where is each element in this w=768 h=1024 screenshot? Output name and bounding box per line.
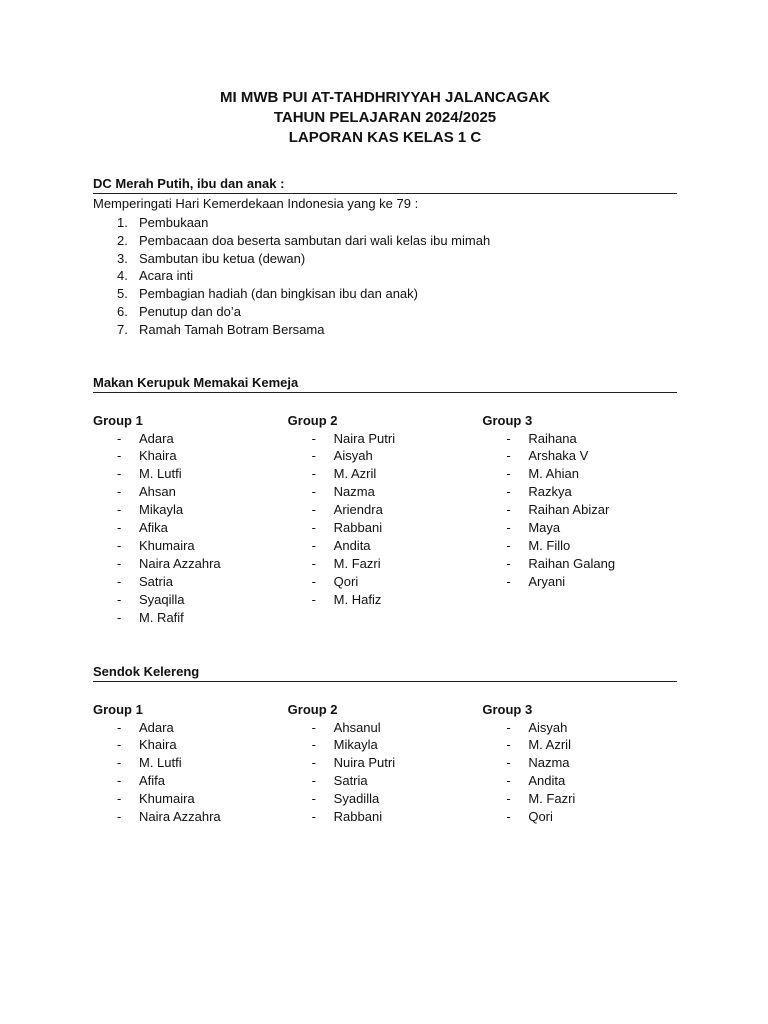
group-column	[482, 412, 677, 627]
member-name: M. Fazri	[333, 555, 381, 571]
member-name: Nuira Putri	[333, 755, 396, 771]
member-name: M. Rafif	[139, 609, 184, 625]
group-column	[93, 701, 288, 826]
dash-bullet: -	[506, 520, 511, 536]
member-name: Raihan Abizar	[528, 502, 610, 518]
member-item	[288, 573, 483, 591]
member-item	[93, 537, 288, 555]
member-item	[93, 591, 288, 609]
dash-bullet: -	[117, 791, 122, 807]
dash-bullet: -	[506, 791, 511, 807]
member-name: Syaqilla	[139, 591, 185, 607]
member-name: Razkya	[528, 484, 572, 500]
group-column	[288, 412, 483, 627]
academic-year: TAHUN PELAJARAN 2024/2025	[273, 109, 497, 126]
group-column	[482, 701, 677, 826]
member-item	[93, 430, 288, 448]
report-title: LAPORAN KAS KELAS 1 C	[288, 129, 482, 146]
dash-bullet: -	[117, 430, 122, 446]
agenda-item	[93, 303, 677, 321]
member-name: Aisyah	[528, 719, 568, 735]
member-name: M. Fazri	[528, 791, 576, 807]
member-item	[482, 447, 677, 465]
agenda-item	[93, 232, 677, 250]
agenda-item-text: Pembacaan doa beserta sambutan dari wali kelas ibu mimah	[139, 232, 491, 248]
dash-bullet: -	[311, 791, 317, 807]
dash-bullet: -	[117, 573, 122, 589]
member-name: Khumaira	[139, 538, 195, 554]
member-item	[93, 609, 288, 627]
member-item	[482, 719, 677, 737]
member-name: Naira Azzahra	[139, 555, 221, 571]
member-item	[93, 719, 288, 737]
member-item	[288, 790, 483, 808]
dash-bullet: -	[311, 484, 317, 500]
member-name: M. Hafiz	[333, 591, 382, 607]
agenda-item-number: 4.	[117, 268, 128, 284]
member-name: Afika	[139, 520, 168, 536]
dash-bullet: -	[506, 773, 511, 789]
dash-bullet: -	[506, 484, 511, 500]
member-item	[288, 483, 483, 501]
dash-bullet: -	[311, 573, 317, 589]
member-name: M. Lutfi	[139, 466, 182, 482]
dash-bullet: -	[311, 538, 317, 554]
member-item	[93, 465, 288, 483]
member-item	[482, 736, 677, 754]
member-item	[288, 772, 483, 790]
group-title: Group 1	[93, 701, 143, 717]
member-name: Adara	[139, 430, 174, 446]
document-page	[93, 88, 677, 826]
dash-bullet: -	[117, 609, 122, 625]
member-item	[482, 555, 677, 573]
dash-bullet: -	[117, 520, 122, 536]
group-title: Group 2	[287, 412, 338, 428]
section-makan-kerupuk-title: Makan Kerupuk Memakai Kemeja	[93, 374, 677, 393]
dash-bullet: -	[506, 466, 511, 482]
agenda-item	[93, 321, 677, 339]
member-item	[93, 483, 288, 501]
group-title: Group 1	[93, 412, 143, 428]
member-name: Satria	[333, 773, 368, 789]
member-name: Raihan Galang	[528, 555, 616, 571]
member-name: Nazma	[528, 755, 570, 771]
dash-bullet: -	[117, 466, 122, 482]
section-dc-merah-putih-title: DC Merah Putih, ibu dan anak :	[93, 175, 677, 194]
member-item	[288, 430, 483, 448]
section-dc-intro: Memperingati Hari Kemerdekaan Indonesia yang ke 79 :	[93, 196, 419, 211]
dash-bullet: -	[311, 555, 317, 571]
member-list	[288, 719, 483, 826]
member-name: Andita	[333, 538, 371, 554]
dash-bullet: -	[117, 809, 122, 825]
member-item	[482, 772, 677, 790]
member-item	[288, 719, 483, 737]
dash-bullet: -	[311, 466, 317, 482]
member-list	[93, 719, 288, 826]
dash-bullet: -	[506, 502, 511, 518]
member-list	[288, 430, 483, 609]
dash-bullet: -	[311, 502, 317, 518]
agenda-item-number: 3.	[117, 250, 128, 266]
agenda-list	[93, 214, 677, 339]
member-item	[93, 754, 288, 772]
dash-bullet: -	[311, 520, 317, 536]
dash-bullet: -	[311, 448, 317, 464]
group-title: Group 3	[482, 701, 533, 717]
member-name: Ahsanul	[333, 719, 381, 735]
dash-bullet: -	[117, 484, 122, 500]
member-item	[482, 790, 677, 808]
member-name: Khaira	[139, 737, 177, 753]
member-item	[288, 736, 483, 754]
member-name: Adara	[139, 719, 174, 735]
member-name: Naira Azzahra	[139, 809, 221, 825]
member-item	[482, 465, 677, 483]
member-name: Mikayla	[139, 502, 184, 518]
member-item	[288, 555, 483, 573]
agenda-item-number: 7.	[117, 321, 128, 337]
agenda-item	[93, 285, 677, 303]
group-title: Group 2	[287, 701, 338, 717]
member-list	[482, 719, 677, 826]
group-column	[288, 701, 483, 826]
dash-bullet: -	[506, 538, 511, 554]
agenda-item-number: 6.	[117, 303, 128, 319]
member-name: M. Ahian	[528, 466, 579, 482]
member-name: Syadilla	[333, 791, 380, 807]
member-name: Arshaka V	[528, 448, 589, 464]
member-item	[93, 447, 288, 465]
member-item	[93, 519, 288, 537]
dash-bullet: -	[117, 538, 122, 554]
member-name: Raihana	[528, 430, 577, 446]
dash-bullet: -	[311, 773, 317, 789]
dash-bullet: -	[311, 737, 317, 753]
dash-bullet: -	[117, 591, 122, 607]
dash-bullet: -	[117, 755, 122, 771]
member-name: Rabbani	[333, 520, 383, 536]
member-item	[93, 790, 288, 808]
dash-bullet: -	[506, 430, 511, 446]
member-item	[93, 736, 288, 754]
agenda-item	[93, 267, 677, 285]
member-item	[93, 573, 288, 591]
dash-bullet: -	[117, 719, 122, 735]
member-item	[288, 754, 483, 772]
member-list	[93, 430, 288, 627]
dash-bullet: -	[117, 502, 122, 518]
member-name: Mikayla	[333, 737, 378, 753]
dash-bullet: -	[311, 591, 317, 607]
dash-bullet: -	[506, 719, 511, 735]
member-name: Khumaira	[139, 791, 195, 807]
member-name: Afifa	[139, 773, 166, 789]
member-item	[482, 519, 677, 537]
member-item	[93, 555, 288, 573]
group-column	[93, 412, 288, 627]
agenda-item-text: Pembagian hadiah (dan bingkisan ibu dan anak)	[139, 286, 418, 302]
member-item	[482, 808, 677, 826]
member-name: Ariendra	[333, 502, 383, 518]
dash-bullet: -	[506, 555, 511, 571]
agenda-item-text: Acara inti	[139, 268, 194, 284]
sendok-kelereng-groups	[93, 701, 677, 826]
member-name: Maya	[528, 520, 561, 536]
member-item	[482, 537, 677, 555]
agenda-item-text: Pembukaan	[139, 215, 209, 230]
dash-bullet: -	[506, 809, 511, 825]
dash-bullet: -	[311, 430, 317, 446]
group-title: Group 3	[482, 412, 533, 428]
agenda-item-number: 2.	[117, 232, 128, 248]
section-sendok-kelereng-title: Sendok Kelereng	[93, 663, 677, 682]
agenda-item-text: Penutup dan do’a	[139, 303, 241, 319]
makan-kerupuk-groups	[93, 412, 677, 627]
school-name: MI MWB PUI AT-TAHDHRIYYAH JALANCAGAK	[220, 89, 550, 106]
dash-bullet: -	[311, 719, 317, 735]
member-item	[288, 519, 483, 537]
member-item	[288, 447, 483, 465]
member-item	[288, 537, 483, 555]
member-name: Ahsan	[139, 484, 176, 500]
member-item	[482, 501, 677, 519]
member-name: Qori	[528, 809, 553, 825]
agenda-item-text: Ramah Tamah Botram Bersama	[139, 321, 325, 337]
dash-bullet: -	[117, 555, 122, 571]
agenda-item-number: 5.	[117, 286, 128, 302]
member-name: M. Azril	[528, 737, 571, 753]
member-name: M. Azril	[333, 466, 377, 482]
member-name: Andita	[528, 773, 566, 789]
member-name: Nazma	[333, 484, 375, 500]
member-item	[288, 808, 483, 826]
dash-bullet: -	[117, 773, 122, 789]
dash-bullet: -	[506, 573, 511, 589]
dash-bullet: -	[506, 448, 511, 464]
member-name: Qori	[333, 573, 359, 589]
member-item	[482, 483, 677, 501]
member-item	[482, 430, 677, 448]
document-header	[93, 88, 677, 148]
member-item	[93, 808, 288, 826]
member-item	[482, 573, 677, 591]
member-item	[93, 772, 288, 790]
member-name: Aisyah	[333, 448, 373, 464]
member-name: M. Fillo	[528, 538, 571, 554]
member-item	[482, 754, 677, 772]
member-name: Rabbani	[333, 809, 383, 825]
member-item	[288, 591, 483, 609]
member-item	[288, 501, 483, 519]
member-item	[93, 501, 288, 519]
agenda-item	[93, 214, 677, 232]
dash-bullet: -	[117, 737, 122, 753]
dash-bullet: -	[311, 809, 317, 825]
member-list	[482, 430, 677, 591]
dash-bullet: -	[506, 755, 511, 771]
member-name: M. Lutfi	[139, 755, 182, 771]
dash-bullet: -	[117, 448, 122, 464]
dash-bullet: -	[506, 737, 511, 753]
member-name: Aryani	[528, 573, 566, 589]
member-name: Satria	[139, 573, 173, 589]
agenda-item-text: Sambutan ibu ketua (dewan)	[139, 250, 306, 266]
member-name: Khaira	[139, 448, 177, 464]
agenda-item-number: 1.	[117, 215, 128, 230]
agenda-item	[93, 250, 677, 268]
dash-bullet: -	[311, 755, 317, 771]
member-item	[288, 465, 483, 483]
member-name: Naira Putri	[333, 430, 396, 446]
